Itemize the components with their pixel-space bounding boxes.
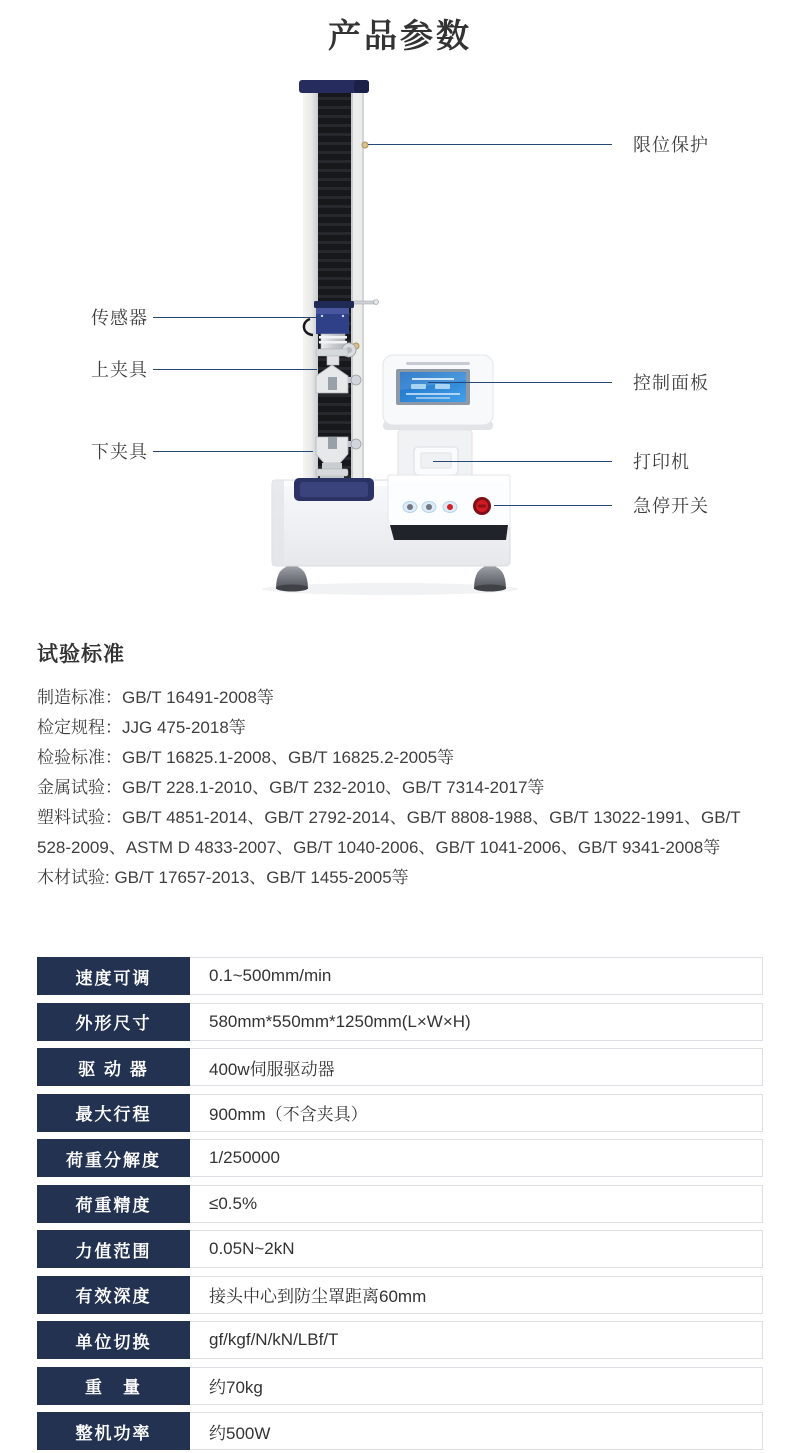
table-row xyxy=(37,1003,763,1041)
limit-switch-knob xyxy=(362,142,368,148)
standard-line: 检定规程：JJG 475-2018等 xyxy=(37,718,246,737)
callout-line-upper-grip xyxy=(153,369,317,370)
callout-line-limit-protect xyxy=(368,144,612,145)
column-belt xyxy=(318,91,351,485)
spec-value: 1/250000 xyxy=(190,1139,763,1177)
spec-value: 接头中心到防尘罩距离60mm xyxy=(190,1276,763,1314)
callout-line-sensor xyxy=(153,317,333,318)
spec-value: 约500W xyxy=(190,1412,763,1450)
base-vent xyxy=(390,525,508,540)
spec-label: 整机功率 xyxy=(37,1412,190,1450)
spec-label: 重 量 xyxy=(37,1367,190,1405)
callout-label-printer: 打印机 xyxy=(633,452,690,472)
spec-value: ≤0.5% xyxy=(190,1185,763,1223)
spec-label: 有效深度 xyxy=(37,1276,190,1314)
column-base-mount xyxy=(294,478,374,501)
machine-column xyxy=(299,80,379,485)
emergency-stop-button xyxy=(473,497,491,515)
spec-label: 力值范围 xyxy=(37,1230,190,1268)
spec-table xyxy=(37,957,763,1453)
spec-label: 速度可调 xyxy=(37,957,190,995)
control-console xyxy=(383,355,493,477)
table-row xyxy=(37,1230,763,1268)
spec-label: 驱 动 器 xyxy=(37,1048,190,1086)
base-control-deck xyxy=(388,475,510,540)
spec-value: gf/kgf/N/kN/LBf/T xyxy=(190,1321,763,1359)
standard-line: 塑料试验：GB/T 4851-2014、GB/T 2792-2014、GB/T 8808-1988、GB/T 13022-1991、GB/T 528-2009、ASTM D 4833-2007、GB/T 1040-2006、GB/T 1041-2006、GB/T 9341-2008等 xyxy=(37,808,741,857)
callout-label-limit-protect: 限位保护 xyxy=(633,135,709,155)
callout-line-lower-grip xyxy=(153,451,313,452)
callout-label-lower-grip: 下夹具 xyxy=(91,442,148,462)
standards-section xyxy=(37,638,763,893)
standard-line: 制造标准：GB/T 16491-2008等 xyxy=(37,688,274,707)
table-row xyxy=(37,1412,763,1450)
standards-heading: 试验标准 xyxy=(37,643,125,666)
callout-label-emergency-stop: 急停开关 xyxy=(633,496,709,516)
standard-line: 检验标准：GB/T 16825.1-2008、GB/T 16825.2-2005等 xyxy=(37,748,455,767)
table-row xyxy=(37,1276,763,1314)
standard-line: 木材试验: GB/T 17657-2013、GB/T 1455-2005等 xyxy=(37,868,409,887)
table-row xyxy=(37,957,763,995)
table-row xyxy=(37,1321,763,1359)
callout-line-printer xyxy=(433,461,612,462)
machine-illustration xyxy=(250,75,520,600)
table-row xyxy=(37,1185,763,1223)
spec-label: 荷重分解度 xyxy=(37,1139,190,1177)
table-row xyxy=(37,1094,763,1132)
standard-line: 金属试验：GB/T 228.1-2010、GB/T 232-2010、GB/T 7314-2017等 xyxy=(37,778,545,797)
spec-value: 0.1~500mm/min xyxy=(190,957,763,995)
callout-line-emergency-stop xyxy=(494,505,612,506)
spec-value: 400w伺服驱动器 xyxy=(190,1048,763,1086)
spec-value: 580mm*550mm*1250mm(L×W×H) xyxy=(190,1003,763,1041)
callout-label-control-panel: 控制面板 xyxy=(633,373,709,393)
callout-label-sensor: 传感器 xyxy=(91,308,148,328)
page-title: 产品参数 xyxy=(328,17,472,54)
spec-value: 900mm（不含夹具） xyxy=(190,1094,763,1132)
spec-label: 外形尺寸 xyxy=(37,1003,190,1041)
spec-value: 0.05N~2kN xyxy=(190,1230,763,1268)
panel-buttons xyxy=(403,502,457,513)
spec-label: 最大行程 xyxy=(37,1094,190,1132)
callout-label-upper-grip: 上夹具 xyxy=(91,360,148,380)
spec-value: 约70kg xyxy=(190,1367,763,1405)
spec-label: 荷重精度 xyxy=(37,1185,190,1223)
table-row xyxy=(37,1367,763,1405)
product-figure xyxy=(0,0,800,645)
table-row xyxy=(37,1048,763,1086)
table-row xyxy=(37,1139,763,1177)
callout-line-control-panel xyxy=(428,382,612,383)
spec-label: 单位切换 xyxy=(37,1321,190,1359)
